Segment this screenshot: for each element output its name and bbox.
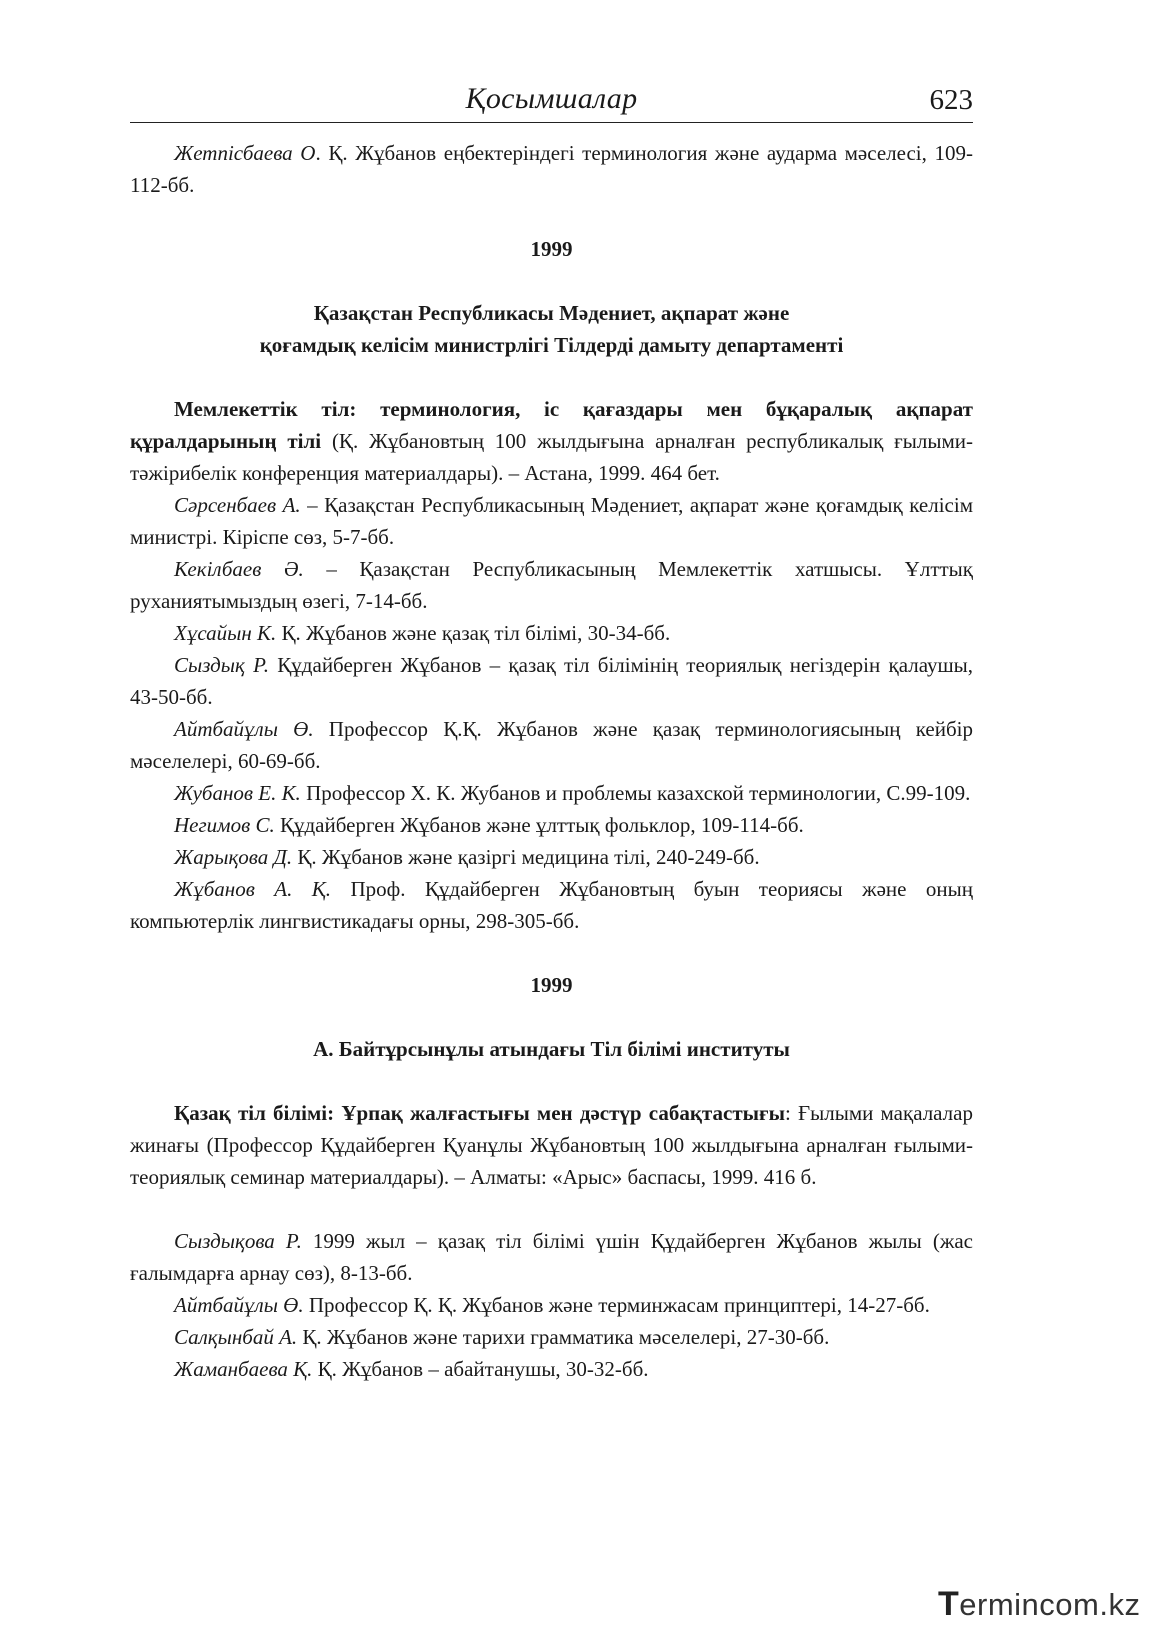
- book-details: : Ғылыми мақалалар жинағы (Профессор Құдайберген Қуанұлы Жұбановтың 100 жылдығына арналған ғылыми-теориялық семинар материалдары). – Алматы: «Арыс» баспасы, 1999. 416 б.: [130, 1101, 973, 1189]
- article-entry: [130, 841, 973, 873]
- article-text: Профессор Х. К. Жубанов и проблемы казахской терминологии, С.99-109.: [300, 781, 971, 805]
- book-title: Қазақ тіл білімі: Ұрпақ жалғастығы мен дәстүр сабақтастығы: [174, 1101, 785, 1125]
- entry-text: . Қ. Жұбанов еңбектеріндегі терминология және аударма мәселесі, 109-112-бб.: [130, 141, 973, 197]
- article-text: Қ. Жұбанов және тарихи грамматика мәселелері, 27-30-бб.: [297, 1325, 830, 1349]
- article-entry: [130, 777, 973, 809]
- article-text: Құдайберген Жұбанов – қазақ тіл білімінің теориялық негіздерін қалаушы, 43-50-бб.: [130, 653, 973, 709]
- article-text: Қ. Жұбанов – абайтанушы, 30-32-бб.: [312, 1357, 649, 1381]
- article-entry: [130, 1321, 973, 1353]
- article-author: Айтбайұлы Ө.: [174, 717, 314, 741]
- article-author: Жұбанов А. Қ.: [174, 877, 331, 901]
- article-entry: [130, 489, 973, 553]
- running-header: [130, 78, 973, 123]
- article-text: Құдайберген Жұбанов және ұлттық фольклор, 109-114-бб.: [274, 813, 804, 837]
- section-year: 1999: [530, 973, 573, 997]
- article-author: Сыздық Р.: [174, 653, 270, 677]
- article-text: Проф. Құдайберген Жұбановтың буын теориясы және оның компьютерлік лингвистикадағы орны, 298-305-бб.: [130, 877, 973, 933]
- article-author: Хұсайын К.: [174, 621, 277, 645]
- organization-heading: А. Байтұрсынұлы атындағы Тіл білімі институты: [313, 1037, 790, 1061]
- article-text: Профессор Қ.Қ. Жұбанов және қазақ терминологиясының кейбір мәселелері, 60-69-бб.: [130, 717, 973, 773]
- article-text: – Қазақстан Республикасының Мәдениет, ақпарат және қоғамдық келісім министрі. Кіріспе сөз, 5-7-бб.: [130, 493, 974, 549]
- article-entry: [130, 713, 973, 777]
- page-body: [130, 137, 973, 1385]
- article-entry: [130, 617, 973, 649]
- article-entry: [130, 1225, 973, 1289]
- article-author: Салқынбай А.: [174, 1325, 298, 1349]
- entry-author: Жетпісбаева О: [174, 141, 316, 165]
- book-entry: [130, 393, 973, 489]
- article-text: Қ. Жұбанов және қазақ тіл білімі, 30-34-бб.: [276, 621, 671, 645]
- watermark-text: ermincom.kz: [959, 1587, 1141, 1622]
- article-entry: [130, 1353, 973, 1385]
- article-author: Жаманбаева Қ.: [174, 1357, 313, 1381]
- article-author: Негимов С.: [174, 813, 275, 837]
- article-entry: [130, 809, 973, 841]
- book-entry: [130, 1097, 973, 1193]
- watermark-initial: T: [938, 1585, 960, 1623]
- article-author: Жубанов Е. К.: [174, 781, 301, 805]
- article-author: Жарықова Д.: [174, 845, 293, 869]
- article-author: Кекілбаев Ә.: [174, 557, 304, 581]
- organization-heading-line1: Қазақстан Республикасы Мәдениет, ақпарат және: [313, 301, 790, 325]
- article-author: Айтбайұлы Ө.: [174, 1293, 304, 1317]
- termincom-watermark: [938, 1585, 1148, 1629]
- article-entry: [130, 873, 973, 937]
- section-year: 1999: [530, 237, 573, 261]
- article-author: Сәрсенбаев А.: [174, 493, 301, 517]
- book-title: Мемлекеттік тіл: терминология, іс қағаздары мен бұқаралық ақпарат құралдарының тілі: [130, 397, 973, 453]
- article-text: – Қазақстан Республикасының Мемлекеттік хатшысы. Ұлттық руханиятымыздың өзегі, 7-14-бб.: [130, 557, 973, 613]
- header-title: Қосымшалар: [465, 82, 638, 115]
- book-details: (Қ. Жұбановтың 100 жылдығына арналған республикалық ғылыми-тәжірибелік конференция материалдары). – Астана, 1999. 464 бет.: [130, 429, 973, 485]
- article-entry: [130, 1289, 973, 1321]
- bibliography-entry: [130, 137, 973, 201]
- article-author: Сыздықова Р.: [174, 1229, 302, 1253]
- article-text: 1999 жыл – қазақ тіл білімі үшін Құдайберген Жұбанов жылы (жас ғалымдарға арнау сөз), 8-13-бб.: [130, 1229, 973, 1285]
- organization-heading-line2: қоғамдық келісім министрлігі Тілдерді дамыту департаменті: [259, 333, 844, 357]
- page-number: 623: [929, 84, 973, 116]
- article-text: Профессор Қ. Қ. Жұбанов және терминжасам принциптері, 14-27-бб.: [303, 1293, 930, 1317]
- article-text: Қ. Жұбанов және қазіргі медицина тілі, 240-249-бб.: [292, 845, 760, 869]
- article-entry: [130, 553, 973, 617]
- article-entry: [130, 649, 973, 713]
